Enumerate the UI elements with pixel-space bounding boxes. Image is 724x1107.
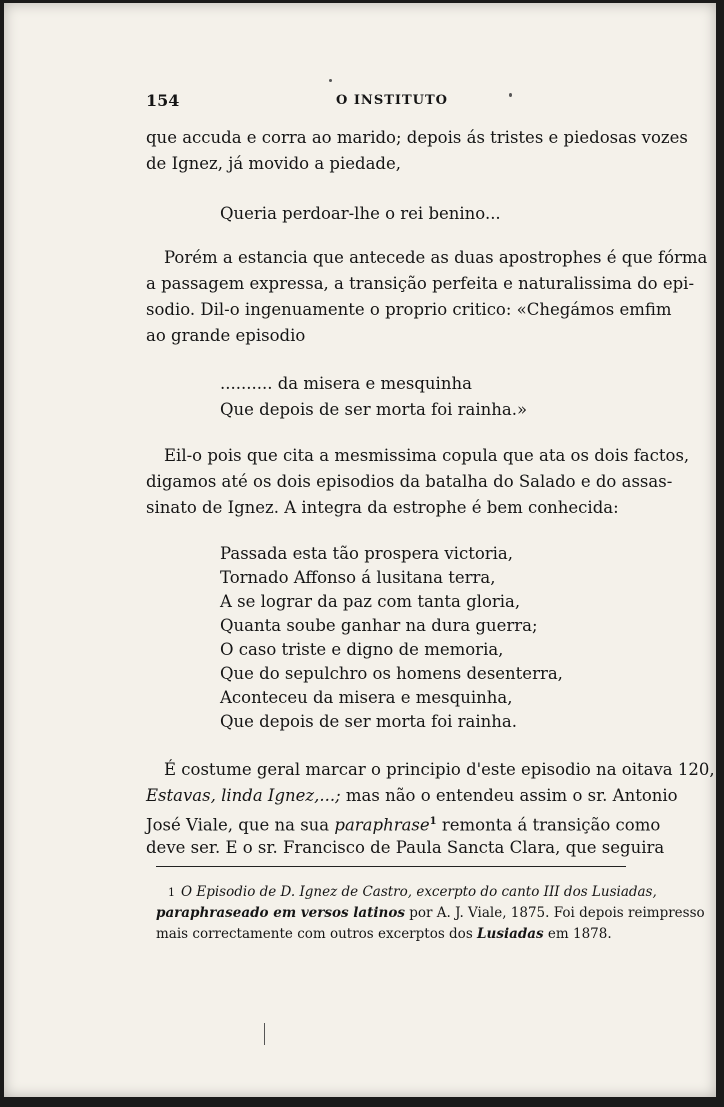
stanza-line: O caso triste e digno de memoria,: [220, 640, 504, 659]
ink-speck: [264, 1023, 265, 1045]
footnote-rule: [156, 866, 626, 867]
footnote-text: em 1878.: [543, 926, 612, 942]
text-span: José Viale, que na sua: [146, 815, 335, 835]
document-page: [4, 3, 716, 1097]
quote-line: Queria perdoar-lhe o rei benino...: [220, 204, 501, 223]
running-head: O INSTITUTO: [336, 93, 448, 108]
text-line: [146, 811, 661, 837]
footnote-text: mais correctamente com outros excerptos dos: [156, 926, 478, 942]
ink-speck: [329, 79, 332, 82]
stanza-line: Que depois de ser morta foi rainha.: [220, 712, 517, 731]
page-number: 154: [146, 91, 180, 110]
stanza-line: Aconteceu da misera e mesquinha,: [220, 688, 513, 707]
text-line: Porém a estancia que antecede as duas apostrophes é que fórma: [164, 248, 708, 267]
text-line: de Ignez, já movido a piedade,: [146, 154, 402, 173]
footnote-line: [156, 904, 705, 922]
text-line: a passagem expressa, a transição perfeita e naturalissima do epi-: [146, 274, 695, 293]
text-line: É costume geral marcar o principio d'este episodio na oitava 120,: [164, 760, 715, 779]
italic-term: paraphrase: [334, 815, 430, 835]
footnote-text: O Episodio de D. Ignez de Castro, excerpto do canto III dos Lusiadas,: [181, 884, 657, 900]
footnote-marker: 1: [168, 886, 175, 899]
italic-citation: Estavas, linda Ignez,...;: [146, 786, 341, 805]
quote-line: Que depois de ser morta foi rainha.»: [220, 400, 528, 419]
stanza-line: Tornado Affonso á lusitana terra,: [220, 568, 496, 587]
footnote-reference: 1: [429, 816, 437, 827]
text-line: sinato de Ignez. A integra da estrophe é bem conhecida:: [146, 498, 619, 517]
page-header: [146, 91, 626, 113]
quote-line: .......... da misera e mesquinha: [220, 374, 472, 393]
text-line: sodio. Dil-o ingenuamente o proprio critico: «Chegámos emfim: [146, 300, 672, 319]
stanza-line: Passada esta tão prosperа victoria,: [220, 544, 514, 563]
stanza-line: A se lograr da paz com tanta gloria,: [220, 592, 521, 611]
footnote-line: [168, 883, 657, 902]
text-line: ao grande episodio: [146, 326, 306, 345]
text-line: que accuda e corra ao marido; depois ás tristes e piedosas vozes: [146, 128, 688, 147]
text-line: Eil-o pois que cita a mesmissima copula que ata os dois factos,: [164, 446, 690, 465]
text-line: digamos até os dois episodios da batalha do Salado e do assas-: [146, 472, 673, 491]
page-content: [4, 3, 716, 1097]
ink-speck: [509, 93, 512, 97]
footnote-text: por A. J. Viale, 1875. Foi depois reimpresso: [404, 905, 705, 921]
text-span: remonta á transição como: [436, 815, 661, 835]
stanza-line: Quanta soube ganhar na dura guerra;: [220, 616, 538, 635]
text-line: [146, 785, 678, 807]
stanza-line: Que do sepulchro os homens desenterra,: [220, 664, 563, 683]
footnote-text: paraphraseado em versos latinos: [156, 905, 405, 921]
text-span: mas não o entendeu assim o sr. Antonio: [340, 786, 678, 805]
text-line: deve ser. E o sr. Francisco de Paula Sancta Clara, que seguira: [146, 838, 665, 857]
footnote-line: [156, 925, 612, 943]
footnote-text: Lusiadas: [477, 926, 544, 942]
